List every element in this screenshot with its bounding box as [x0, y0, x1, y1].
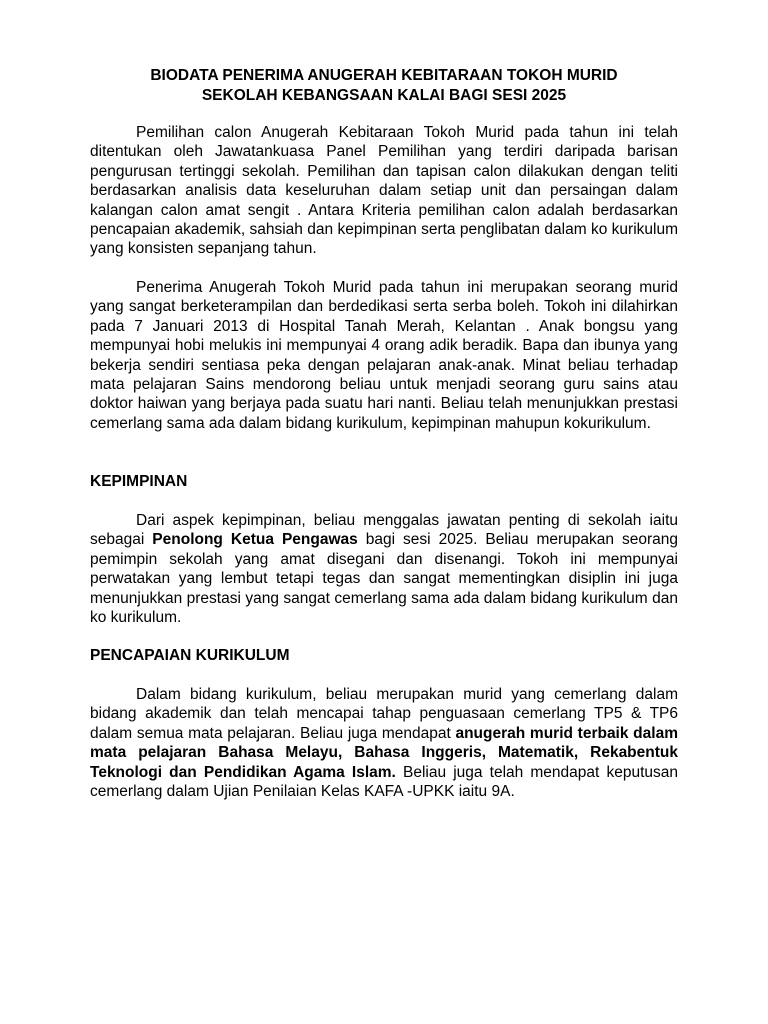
title-line-2: SEKOLAH KEBANGSAAN KALAI BAGI SESI 2025 — [201, 87, 567, 104]
kepimpinan-bold-text: Penolong Ketua Pengawas — [152, 531, 358, 549]
kepimpinan-text-after: bagi sesi 2025. Beliau merupakan seorang pemimpin sekolah yang amat disegani dan disenangi. Tokoh ini mempunyai perwatakan yang lembut tetapi tegas dan sangat mementingkan disiplin ini juga menunjukkan prestasi yang sangat cemerlang sama ada dalam bidang kurikulum dan ko kurikulum. — [90, 531, 678, 627]
kurikulum-bold-text: anugerah murid terbaik dalam mata pelajaran Bahasa Melayu, Bahasa Inggeris, Matematik, Rekabentuk Teknologi dan Pendidikan Agama Islam. — [90, 724, 678, 781]
kurikulum-paragraph — [90, 685, 678, 801]
intro-paragraph-1 — [90, 123, 678, 259]
section-heading-kurikulum: PENCAPAIAN KURIKULUM — [90, 647, 290, 664]
kurikulum-text-after: Beliau juga telah mendapat keputusan cemerlang dalam Ujian Penilaian Kelas KAFA -UPKK iaitu 9A. — [90, 763, 678, 801]
title-line-1: BIODATA PENERIMA ANUGERAH KEBITARAAN TOKOH MURID — [150, 67, 618, 84]
kepimpinan-text-before: Dari aspek kepimpinan, beliau menggalas jawatan penting di sekolah iaitu sebagai — [90, 512, 678, 549]
intro-paragraph-1-text: Pemilihan calon Anugerah Kebitaraan Tokoh Murid pada tahun ini telah ditentukan oleh Jawatankuasa Panel Pemilihan yang terdiri daripada barisan pengurusan tertinggi sekolah. Pemilihan dan tapisan calon dilakukan dengan teliti berdasarkan analisis data keseluruhan dalam setiap unit dan persaingan dalam kalangan calon amat sengit . Antara Kriteria pemilihan calon adalah berdasarkan pencapaian akademik, sahsiah dan kepimpinan serta penglibatan dalam ko kurikulum yang konsisten sepanjang tahun. — [90, 124, 678, 258]
kurikulum-text-before: Dalam bidang kurikulum, beliau merupakan murid yang cemerlang dalam bidang akademik dan telah mencapai tahap penguasaan cemerlang TP5 & TP6 dalam semua mata pelajaran. Beliau juga mendapat — [90, 686, 678, 742]
intro-paragraph-2 — [90, 278, 678, 433]
kepimpinan-paragraph — [90, 511, 678, 627]
document-title — [90, 66, 678, 106]
section-heading-kepimpinan: KEPIMPINAN — [90, 473, 188, 490]
intro-paragraph-2-text: Penerima Anugerah Tokoh Murid pada tahun ini merupakan seorang murid yang sangat berketerampilan dan berdedikasi serta serba boleh. Tokoh ini dilahirkan pada 7 Januari 2013 di Hospital Tanah Merah, Kelantan . Anak bongsu yang mempunyai hobi melukis ini mempunyai 4 orang adik beradik. Bapa dan ibunya yang bekerja sendiri sentiasa peka dengan pelajaran anak-anak. Minat beliau terhadap mata pelajaran Sains mendorong beliau untuk menjadi seorang guru sains atau doktor haiwan yang berjaya pada suatu hari nanti. Beliau telah menunjukkan prestasi cemerlang sama ada dalam bidang kurikulum, kepimpinan mahupun kokurikulum. — [90, 279, 678, 432]
